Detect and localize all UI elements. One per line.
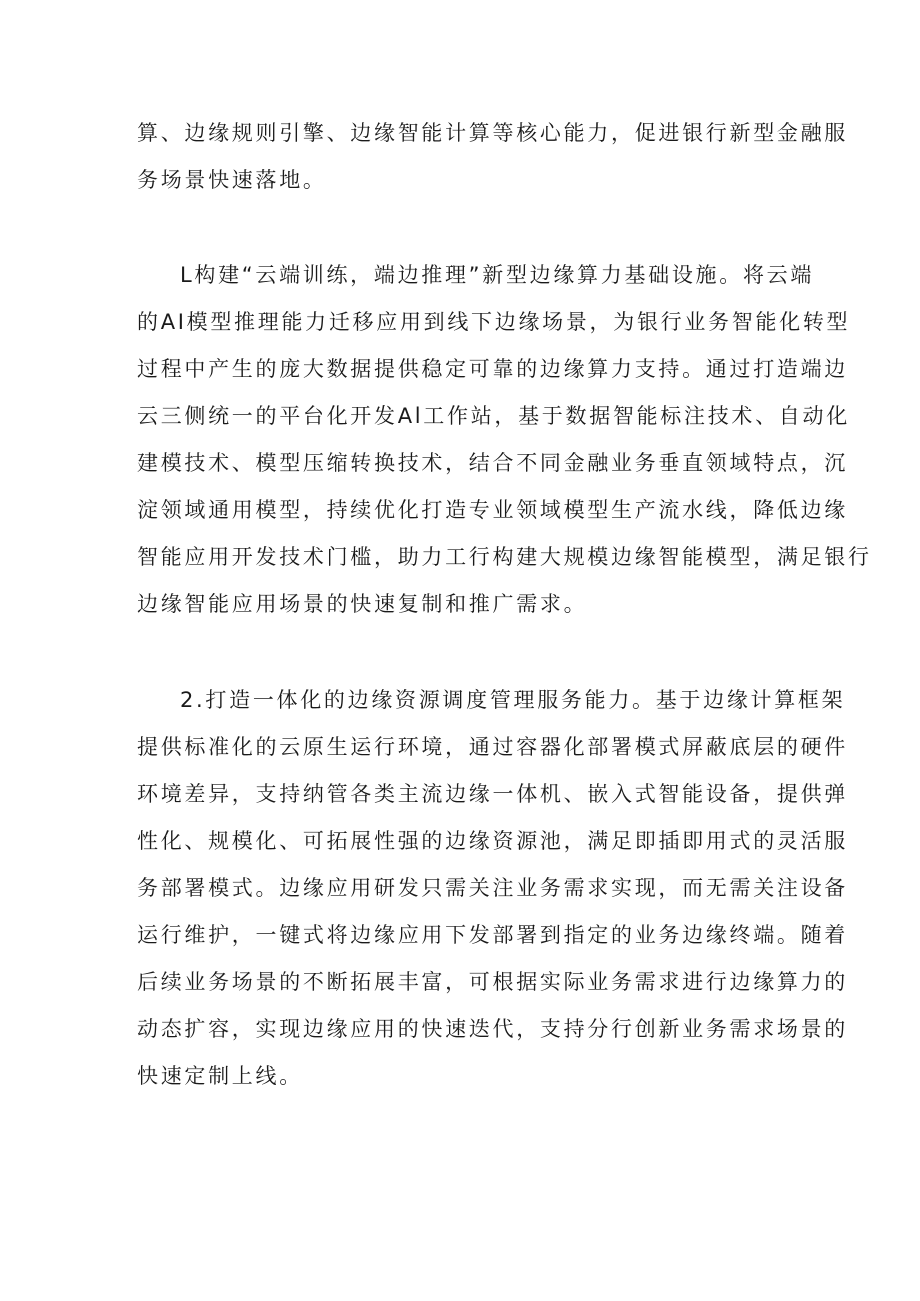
text-line: 务部署模式。边缘应用研发只需关注业务需求实现，而无需关注设备	[137, 876, 848, 900]
text-line: 淀领域通用模型，持续优化打造专业领域模型生产流水线，降低边缘	[137, 498, 848, 522]
text-line: 运行维护，一键式将边缘应用下发部署到指定的业务边缘终端。随着	[137, 923, 848, 947]
text-line: 2.打造一体化的边缘资源调度管理服务能力。基于边缘计算框架	[180, 688, 846, 712]
text-line: 边缘智能应用场景的快速复制和推广需求。	[137, 592, 588, 616]
text-line: 动态扩容，实现边缘应用的快速迭代，支持分行创新业务需求场景的	[137, 1017, 848, 1041]
text-line: 智能应用开发技术门槛，助力工行构建大规模边缘智能模型，满足银行	[137, 545, 872, 569]
text-line: 的AI模型推理能力迁移应用到线下边缘场景，为银行业务智能化转型	[137, 310, 851, 334]
text-line: 提供标准化的云原生运行环境，通过容器化部署模式屏蔽底层的硬件	[137, 735, 848, 759]
text-line: 务场景快速落地。	[137, 168, 327, 192]
text-line: 云三侧统一的平台化开发Al工作站，基于数据智能标注技术、自动化	[137, 404, 850, 428]
text-line: 快速定制上线。	[137, 1064, 303, 1088]
text-line: L构建“云端训练，端边推理”新型边缘算力基础设施。将云端	[180, 263, 815, 287]
text-line: 环境差异，支持纳管各类主流边缘一体机、嵌入式智能设备，提供弹	[137, 782, 848, 806]
text-line: 性化、规模化、可拓展性强的边缘资源池，满足即插即用式的灵活服	[137, 829, 848, 853]
text-line: 后续业务场景的不断拓展丰富，可根据实际业务需求进行边缘算力的	[137, 970, 848, 994]
text-line: 过程中产生的庞大数据提供稳定可靠的边缘算力支持。通过打造端边	[137, 357, 848, 381]
text-line: 算、边缘规则引擎、边缘智能计算等核心能力，促进银行新型金融服	[137, 121, 848, 145]
text-line: 建模技术、模型压缩转换技术，结合不同金融业务垂直领域特点，沉	[137, 451, 848, 475]
